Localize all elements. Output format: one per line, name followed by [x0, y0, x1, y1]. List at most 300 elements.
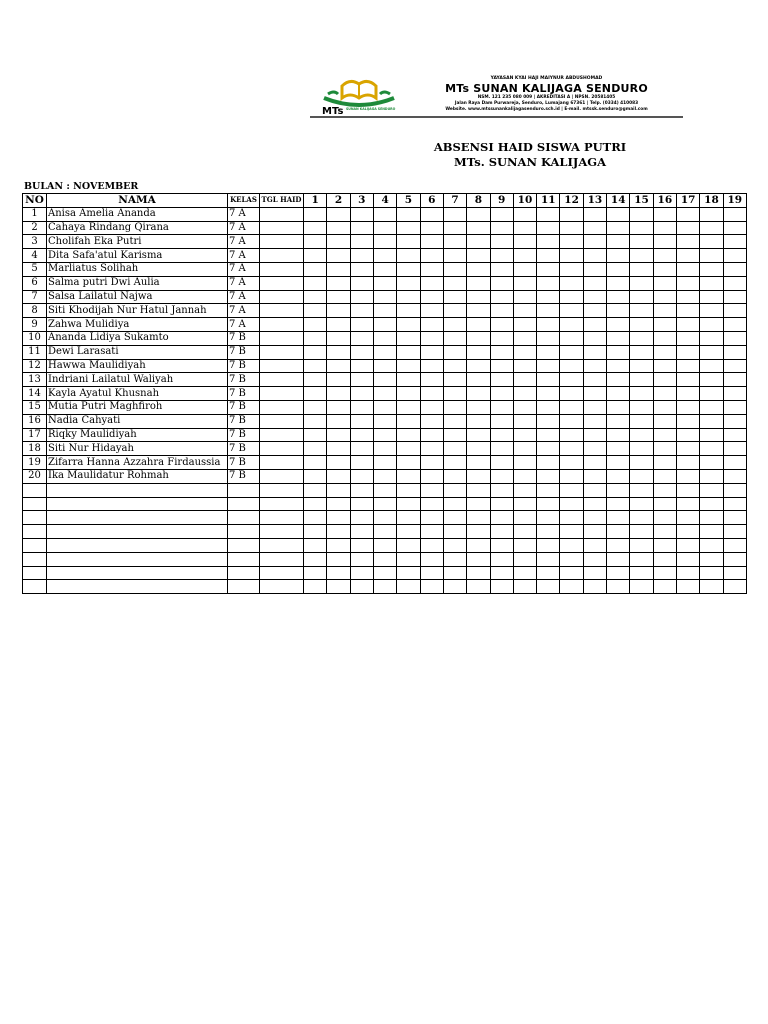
day-cell: [373, 304, 396, 318]
table-row: [23, 525, 747, 539]
day-cell: [350, 566, 373, 580]
day-cell: [373, 359, 396, 373]
day-cell: [700, 318, 723, 332]
day-cell: [350, 345, 373, 359]
day-cell: [607, 387, 630, 401]
day-cell: [677, 249, 700, 263]
day-cell: [560, 359, 583, 373]
day-cell: [373, 552, 396, 566]
header-day: 3: [350, 194, 373, 208]
student-name: Siti Nur Hidayah: [47, 442, 228, 456]
day-cell: [304, 525, 327, 539]
student-class: [228, 483, 260, 497]
day-cell: [653, 373, 676, 387]
day-cell: [513, 387, 536, 401]
day-cell: [304, 331, 327, 345]
day-cell: [537, 511, 560, 525]
day-cell: [537, 566, 560, 580]
header-day: 14: [607, 194, 630, 208]
logo-text: MTs: [322, 106, 344, 116]
day-cell: [327, 235, 350, 249]
header-nama: NAMA: [47, 194, 228, 208]
day-cell: [490, 331, 513, 345]
day-cell: [513, 525, 536, 539]
tgl-haid-cell: [260, 207, 304, 221]
student-no: 16: [23, 414, 47, 428]
tgl-haid-cell: [260, 221, 304, 235]
header-day: 9: [490, 194, 513, 208]
day-cell: [723, 483, 746, 497]
day-cell: [304, 345, 327, 359]
day-cell: [653, 511, 676, 525]
day-cell: [327, 511, 350, 525]
student-name: [47, 497, 228, 511]
day-cell: [653, 483, 676, 497]
student-no: [23, 538, 47, 552]
day-cell: [677, 207, 700, 221]
day-cell: [420, 497, 443, 511]
day-cell: [607, 207, 630, 221]
day-cell: [607, 442, 630, 456]
day-cell: [700, 456, 723, 470]
day-cell: [560, 276, 583, 290]
day-cell: [630, 414, 653, 428]
student-no: 7: [23, 290, 47, 304]
day-cell: [467, 483, 490, 497]
day-cell: [653, 345, 676, 359]
day-cell: [373, 428, 396, 442]
student-class: [228, 511, 260, 525]
day-cell: [513, 207, 536, 221]
day-cell: [373, 249, 396, 263]
day-cell: [443, 400, 466, 414]
table-row: [23, 331, 747, 345]
day-cell: [630, 359, 653, 373]
header-day: 6: [420, 194, 443, 208]
student-no: 5: [23, 262, 47, 276]
table-row: [23, 552, 747, 566]
student-class: 7 A: [228, 249, 260, 263]
day-cell: [583, 497, 606, 511]
table-row: [23, 483, 747, 497]
day-cell: [630, 387, 653, 401]
day-cell: [513, 262, 536, 276]
day-cell: [420, 304, 443, 318]
day-cell: [327, 331, 350, 345]
header-day: 4: [373, 194, 396, 208]
day-cell: [304, 552, 327, 566]
student-name: Siti Khodijah Nur Hatul Jannah: [47, 304, 228, 318]
day-cell: [723, 345, 746, 359]
day-cell: [537, 580, 560, 594]
day-cell: [583, 580, 606, 594]
day-cell: [420, 276, 443, 290]
day-cell: [327, 262, 350, 276]
day-cell: [583, 207, 606, 221]
day-cell: [677, 387, 700, 401]
day-cell: [700, 207, 723, 221]
student-no: 20: [23, 469, 47, 483]
day-cell: [467, 497, 490, 511]
school-address: Jalan Raya Dam Purwareja, Senduro, Lumajang 67361 | Telp. (0334) 410083: [454, 101, 639, 106]
day-cell: [560, 262, 583, 276]
day-cell: [327, 497, 350, 511]
day-cell: [420, 318, 443, 332]
day-cell: [630, 235, 653, 249]
day-cell: [490, 400, 513, 414]
day-cell: [630, 580, 653, 594]
header-day: 19: [723, 194, 746, 208]
day-cell: [537, 345, 560, 359]
day-cell: [327, 276, 350, 290]
tgl-haid-cell: [260, 580, 304, 594]
day-cell: [560, 414, 583, 428]
student-name: [47, 511, 228, 525]
day-cell: [700, 469, 723, 483]
day-cell: [350, 442, 373, 456]
day-cell: [630, 345, 653, 359]
day-cell: [304, 304, 327, 318]
day-cell: [467, 538, 490, 552]
day-cell: [630, 525, 653, 539]
day-cell: [583, 221, 606, 235]
day-cell: [677, 235, 700, 249]
day-cell: [537, 525, 560, 539]
day-cell: [653, 276, 676, 290]
day-cell: [513, 331, 536, 345]
day-cell: [723, 580, 746, 594]
day-cell: [653, 249, 676, 263]
day-cell: [607, 331, 630, 345]
student-name: [47, 552, 228, 566]
school-registration: NSM. 121 235 080 009 | AKREDITASI A | NPSN. 20581405: [477, 95, 616, 100]
day-cell: [304, 249, 327, 263]
day-cell: [420, 456, 443, 470]
day-cell: [513, 414, 536, 428]
day-cell: [420, 566, 443, 580]
day-cell: [304, 373, 327, 387]
header-day: 13: [583, 194, 606, 208]
day-cell: [490, 276, 513, 290]
table-row: [23, 304, 747, 318]
day-cell: [397, 428, 420, 442]
day-cell: [327, 400, 350, 414]
student-no: 2: [23, 221, 47, 235]
day-cell: [537, 497, 560, 511]
day-cell: [327, 345, 350, 359]
day-cell: [327, 483, 350, 497]
day-cell: [490, 483, 513, 497]
student-no: [23, 566, 47, 580]
day-cell: [653, 359, 676, 373]
day-cell: [537, 207, 560, 221]
day-cell: [373, 345, 396, 359]
day-cell: [700, 428, 723, 442]
table-row: [23, 442, 747, 456]
day-cell: [537, 387, 560, 401]
header-day: 1: [304, 194, 327, 208]
day-cell: [350, 318, 373, 332]
day-cell: [397, 483, 420, 497]
header-no: NO: [23, 194, 47, 208]
day-cell: [397, 580, 420, 594]
day-cell: [490, 345, 513, 359]
student-class: [228, 580, 260, 594]
day-cell: [723, 221, 746, 235]
day-cell: [583, 538, 606, 552]
day-cell: [653, 497, 676, 511]
day-cell: [350, 249, 373, 263]
day-cell: [630, 552, 653, 566]
tgl-haid-cell: [260, 304, 304, 318]
day-cell: [583, 345, 606, 359]
day-cell: [537, 276, 560, 290]
day-cell: [607, 580, 630, 594]
school-contact: Website. www.mtssunankalijagasenduro.sch.id | E-mail. mtssk.senduro@gmail.com: [445, 107, 648, 112]
day-cell: [723, 304, 746, 318]
day-cell: [677, 538, 700, 552]
day-cell: [443, 469, 466, 483]
day-cell: [327, 469, 350, 483]
day-cell: [420, 511, 443, 525]
day-cell: [373, 580, 396, 594]
day-cell: [304, 276, 327, 290]
day-cell: [653, 262, 676, 276]
day-cell: [630, 249, 653, 263]
student-class: 7 A: [228, 235, 260, 249]
day-cell: [700, 345, 723, 359]
day-cell: [677, 580, 700, 594]
header-day: 17: [677, 194, 700, 208]
student-no: 11: [23, 345, 47, 359]
day-cell: [513, 290, 536, 304]
day-cell: [373, 387, 396, 401]
day-cell: [583, 373, 606, 387]
table-row: [23, 511, 747, 525]
day-cell: [350, 290, 373, 304]
day-cell: [304, 497, 327, 511]
day-cell: [700, 483, 723, 497]
day-cell: [490, 318, 513, 332]
day-cell: [420, 290, 443, 304]
day-cell: [327, 373, 350, 387]
day-cell: [560, 207, 583, 221]
day-cell: [677, 331, 700, 345]
day-cell: [467, 290, 490, 304]
day-cell: [677, 525, 700, 539]
header-day: 2: [327, 194, 350, 208]
table-row: [23, 345, 747, 359]
day-cell: [327, 538, 350, 552]
day-cell: [723, 249, 746, 263]
student-name: Riqky Maulidiyah: [47, 428, 228, 442]
day-cell: [490, 221, 513, 235]
day-cell: [583, 442, 606, 456]
student-class: [228, 525, 260, 539]
day-cell: [700, 262, 723, 276]
day-cell: [607, 456, 630, 470]
header-day: 5: [397, 194, 420, 208]
day-cell: [560, 483, 583, 497]
day-cell: [537, 400, 560, 414]
student-name: Mutia Putri Maghfiroh: [47, 400, 228, 414]
student-class: 7 B: [228, 373, 260, 387]
day-cell: [443, 566, 466, 580]
day-cell: [630, 497, 653, 511]
day-cell: [467, 428, 490, 442]
day-cell: [373, 483, 396, 497]
day-cell: [467, 387, 490, 401]
day-cell: [443, 525, 466, 539]
day-cell: [700, 442, 723, 456]
day-cell: [723, 387, 746, 401]
student-no: 9: [23, 318, 47, 332]
day-cell: [490, 235, 513, 249]
day-cell: [397, 387, 420, 401]
student-name: Cahaya Rindang Qirana: [47, 221, 228, 235]
day-cell: [490, 290, 513, 304]
student-class: [228, 538, 260, 552]
day-cell: [607, 249, 630, 263]
table-row: [23, 373, 747, 387]
day-cell: [723, 414, 746, 428]
student-name: Dewi Larasati: [47, 345, 228, 359]
table-row: [23, 456, 747, 470]
day-cell: [607, 414, 630, 428]
student-no: 6: [23, 276, 47, 290]
day-cell: [420, 207, 443, 221]
day-cell: [304, 414, 327, 428]
day-cell: [397, 318, 420, 332]
day-cell: [677, 276, 700, 290]
day-cell: [583, 387, 606, 401]
day-cell: [397, 207, 420, 221]
day-cell: [537, 359, 560, 373]
day-cell: [513, 442, 536, 456]
day-cell: [630, 207, 653, 221]
tgl-haid-cell: [260, 290, 304, 304]
student-no: [23, 580, 47, 594]
day-cell: [537, 331, 560, 345]
day-cell: [607, 469, 630, 483]
header-day: 7: [443, 194, 466, 208]
day-cell: [467, 276, 490, 290]
day-cell: [490, 442, 513, 456]
day-cell: [653, 400, 676, 414]
day-cell: [723, 359, 746, 373]
day-cell: [350, 331, 373, 345]
day-cell: [630, 331, 653, 345]
day-cell: [350, 525, 373, 539]
day-cell: [304, 290, 327, 304]
student-name: Marliatus Solihah: [47, 262, 228, 276]
student-name: Cholifah Eka Putri: [47, 235, 228, 249]
day-cell: [560, 331, 583, 345]
day-cell: [723, 318, 746, 332]
header-day: 8: [467, 194, 490, 208]
day-cell: [677, 345, 700, 359]
day-cell: [304, 387, 327, 401]
day-cell: [700, 249, 723, 263]
day-cell: [723, 469, 746, 483]
student-no: 14: [23, 387, 47, 401]
day-cell: [677, 483, 700, 497]
student-no: 12: [23, 359, 47, 373]
school-logo-icon: [314, 72, 404, 116]
day-cell: [700, 373, 723, 387]
day-cell: [304, 469, 327, 483]
student-name: Nadia Cahyati: [47, 414, 228, 428]
student-class: 7 B: [228, 428, 260, 442]
day-cell: [630, 400, 653, 414]
day-cell: [653, 469, 676, 483]
student-no: 8: [23, 304, 47, 318]
table-row: [23, 414, 747, 428]
day-cell: [490, 497, 513, 511]
day-cell: [350, 456, 373, 470]
day-cell: [467, 552, 490, 566]
day-cell: [513, 235, 536, 249]
day-cell: [723, 290, 746, 304]
day-cell: [560, 400, 583, 414]
day-cell: [723, 442, 746, 456]
day-cell: [490, 580, 513, 594]
day-cell: [304, 221, 327, 235]
day-cell: [653, 566, 676, 580]
day-cell: [397, 290, 420, 304]
day-cell: [513, 359, 536, 373]
day-cell: [677, 511, 700, 525]
day-cell: [304, 318, 327, 332]
day-cell: [397, 249, 420, 263]
day-cell: [583, 400, 606, 414]
day-cell: [467, 207, 490, 221]
day-cell: [560, 249, 583, 263]
day-cell: [327, 580, 350, 594]
letterhead: [310, 70, 683, 118]
day-cell: [560, 580, 583, 594]
student-class: [228, 552, 260, 566]
day-cell: [443, 580, 466, 594]
student-name: [47, 566, 228, 580]
day-cell: [537, 469, 560, 483]
day-cell: [700, 400, 723, 414]
day-cell: [443, 442, 466, 456]
day-cell: [537, 428, 560, 442]
day-cell: [700, 580, 723, 594]
day-cell: [467, 442, 490, 456]
day-cell: [490, 207, 513, 221]
day-cell: [583, 511, 606, 525]
day-cell: [700, 387, 723, 401]
table-header-row: [23, 194, 747, 208]
day-cell: [700, 414, 723, 428]
day-cell: [373, 373, 396, 387]
day-cell: [467, 262, 490, 276]
student-name: Indriani Lailatul Waliyah: [47, 373, 228, 387]
day-cell: [653, 525, 676, 539]
day-cell: [327, 359, 350, 373]
day-cell: [677, 318, 700, 332]
tgl-haid-cell: [260, 469, 304, 483]
day-cell: [583, 276, 606, 290]
header-day: 16: [653, 194, 676, 208]
student-no: [23, 552, 47, 566]
student-class: 7 A: [228, 262, 260, 276]
day-cell: [560, 552, 583, 566]
day-cell: [350, 538, 373, 552]
day-cell: [467, 373, 490, 387]
